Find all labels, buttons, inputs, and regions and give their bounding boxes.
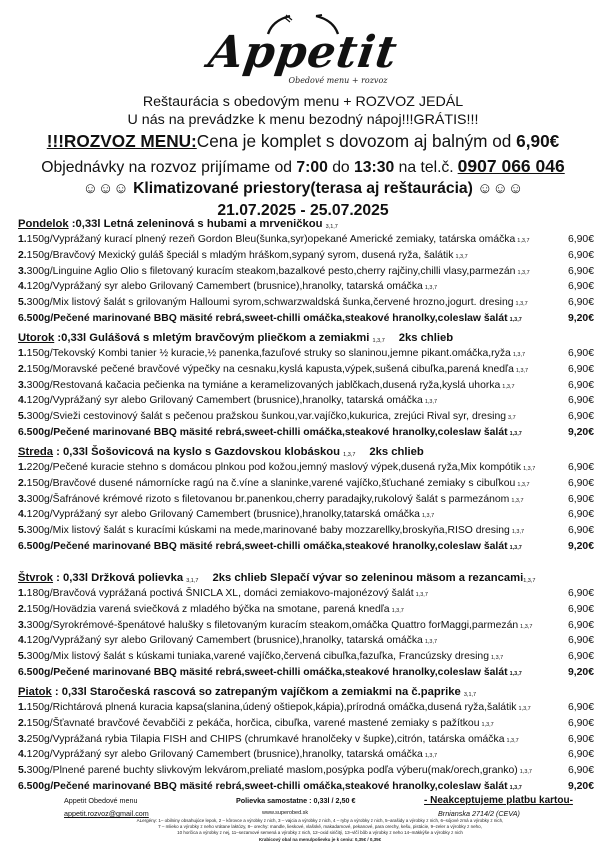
item-price: 6,90€	[567, 281, 594, 293]
footer-website[interactable]: www.superobed.sk	[262, 810, 309, 816]
item-description: 300g/Mix listový šalát s kuracími kúskami na mede,marinované baby mozzarellky,broskyňa,RISO dresing	[26, 525, 510, 537]
item-price: 6,90€	[567, 651, 594, 663]
item-price: 6,90€	[567, 395, 594, 407]
item-allergens: 1,3,7	[506, 737, 519, 744]
item-description: 500g/Pečené marinované BBQ mäsité rebrá,sweet-chilli omáčka,steakové hranolky,coleslaw šalát	[26, 312, 508, 324]
item-description: 120g/Vyprážaný syr alebo Grilovaný Camembert (brusnice),hranolky, tatarská omáčka	[26, 395, 423, 407]
menu-item	[18, 476, 600, 492]
item-description: 120g/Vyprážaný syr alebo Grilovaný Camembert (brusnice),hranolky, tatarská omáčka	[26, 749, 423, 761]
item-price: 6,90€	[567, 234, 594, 245]
day-block	[18, 216, 600, 327]
item-price: 6,90€	[567, 717, 594, 729]
no-card-note: - Neakceptujeme platbu kartou-	[424, 795, 573, 806]
logo-tagline: Obedové menu + rozvoz	[288, 76, 388, 85]
smiley-icon: ☺	[507, 180, 524, 197]
allergen-note-1: ALergény: 1– obilniny obsahujúce lepok, 2 – kôrovce a výrobky z nich, 3 – vajcia a výrobky z nich, 4 – ryby a výrobky z nich, 5–arašidy a výrobky z nich, 6–sójové zrná a výrobky z nich,	[136, 818, 504, 823]
item-description: 150g/Richtárová plnená kuracia kapsa(slanina,údený oštiepok,kápia),prírodná omáčka,dusená ryža,šalátik	[26, 702, 517, 713]
delivery-lead: !!!ROZVOZ MENU:	[46, 131, 197, 151]
item-allergens: 3,7	[508, 415, 516, 422]
item-number: 6.	[18, 780, 27, 792]
item-description: 300g/Linguine Aglio Olio s filetovaný kuracím steakom,bazalkové pesto,cherry rajčiny,chilli vlasy,parmezán	[26, 265, 516, 277]
day-header	[18, 444, 600, 460]
item-allergens: 1,3,7	[523, 466, 536, 472]
day-header	[18, 570, 600, 586]
soup-allergens: 3,1,7	[186, 578, 199, 584]
menu-item	[18, 586, 600, 602]
item-number: 6.	[18, 666, 27, 678]
orders-text-2: do	[327, 159, 355, 176]
item-allergens: 1,3,7	[517, 481, 530, 488]
climate-text: Klimatizované priestory(terasa aj reštaurácia)	[133, 180, 473, 197]
day-name: Utorok	[18, 332, 55, 344]
item-description: 300g/Svieži cestovinový šalát s pečenou pražskou šunkou,var.vajíčko,kukurica, zrejúci Rival syr, dresing	[26, 411, 507, 423]
item-price: 6,90€	[567, 265, 594, 277]
smiley-icon: ☺	[477, 180, 493, 197]
item-allergens: 1,3,7	[424, 639, 438, 646]
menu-item	[18, 232, 600, 248]
item-description: 120g/Vyprážaný syr alebo Grilovaný Camembert (brusnice),hranolky, tatarská omáčka	[26, 635, 423, 647]
item-description: 300g/Mix listový šalát s kúskami tuniaka,varené vajíčko,červená cibuľka,fazuľka, Francúzsky dresing	[26, 651, 489, 663]
smiley-icon: ☺	[82, 180, 99, 197]
item-number: 5.	[18, 651, 27, 663]
item-allergens: 1,3,7	[509, 670, 522, 677]
menu-item	[18, 523, 600, 539]
day-block	[18, 684, 600, 795]
orders-line	[0, 156, 606, 177]
menu-item	[18, 362, 600, 378]
item-number: 6.	[18, 540, 27, 552]
item-price: 6,90€	[567, 588, 594, 599]
day-header	[18, 684, 600, 700]
day-name: Streda	[18, 446, 54, 458]
item-number: 3.	[18, 619, 27, 631]
day-name: Štvrok	[18, 572, 54, 584]
item-number: 3.	[18, 733, 27, 745]
item-allergens: 1,3,7	[509, 544, 522, 551]
day-block	[18, 444, 600, 555]
menu-item	[18, 633, 600, 649]
soup-allergens: 3,1,7	[325, 224, 338, 230]
item-number: 2.	[18, 717, 27, 729]
item-number: 5.	[18, 411, 27, 423]
menu-item	[18, 311, 600, 327]
item-allergens: 1,3,7	[517, 238, 530, 244]
climate-line	[0, 180, 606, 198]
item-number: 4.	[18, 281, 27, 293]
item-price: 6,90€	[567, 733, 594, 745]
orders-text-3: na tel.č.	[394, 159, 454, 176]
smiley-icon: ☺	[113, 180, 129, 197]
menu-item	[18, 346, 600, 362]
item-number: 1.	[18, 234, 27, 245]
soup-text: : 0,33l Držková polievka	[53, 572, 187, 584]
item-description: 150g/Bravčový Mexický guláš špeciál s mladým hráškom,sypaný syrom, dusená ryža, šalátik	[26, 249, 454, 261]
item-price: 6,90€	[567, 297, 594, 309]
item-price: 6,90€	[567, 619, 594, 631]
item-description: 150g/Šťavnaté bravčové čevabčiči z pekáča, horčica, cibuľka, varené mastené zemiaky s pažítkou	[26, 717, 480, 729]
item-allergens: 1,3,7	[424, 399, 438, 406]
allergen-note-4: Krabicový obal na menu/polievku je k ceniu: 0,35€ / 0,35€	[258, 837, 382, 842]
item-description: 300g/Mix listový šalát s grilovaným Halloumi syrom,schwarzwaldská šunka,červené hrozno,jogurt. dresing	[26, 297, 514, 309]
item-number: 4.	[18, 395, 27, 407]
item-description: 500g/Pečené marinované BBQ mäsité rebrá,sweet-chilli omáčka,steakové hranolky,coleslaw šalát	[26, 666, 508, 678]
item-allergens: 1,3,7	[515, 301, 528, 308]
item-number: 2.	[18, 603, 27, 615]
item-allergens: 1,3,7	[511, 497, 524, 504]
soup-allergens: 1,3,7	[343, 452, 356, 458]
day-block	[18, 570, 600, 681]
item-allergens: 1,3,7	[481, 721, 494, 728]
item-number: 3.	[18, 265, 27, 277]
logo	[0, 14, 606, 88]
day-name: Pondelok	[18, 218, 69, 230]
item-description: 300g/Šafránové krémové rizoto s filetovanou br.panenkou,cherry paradajky,rukolový šalát s parmezánom	[26, 493, 510, 505]
item-price: 6,90€	[567, 525, 594, 537]
item-number: 4.	[18, 749, 27, 761]
allergen-note-2: 7 – mlieko a výrobky z neho vrátane laktózy, 8– orechy: mandle, lieskové, vlašské, makadamové, pekanové, para orechy, kešu, pistácie, 9–zeler a výrobky z neho,	[158, 824, 482, 829]
item-allergens: 1,3,7	[518, 706, 531, 712]
item-price: 6,90€	[567, 749, 594, 761]
menu-dates: 21.07.2025 - 25.07.2025	[217, 202, 389, 219]
item-allergens: 1,3,7	[520, 623, 533, 630]
menu-item	[18, 248, 600, 264]
item-allergens: 1,3,7	[455, 253, 468, 260]
item-price: 6,90€	[567, 411, 594, 423]
soup-price: Polievka samostatne : 0,33l / 2,50 €	[236, 796, 356, 805]
menu-item	[18, 492, 600, 508]
item-price: 6,90€	[567, 603, 594, 615]
menu-item	[18, 264, 600, 280]
menu-item	[18, 539, 600, 555]
menu-item	[18, 665, 600, 681]
item-description: 500g/Pečené marinované BBQ mäsité rebrá,sweet-chilli omáčka,steakové hranolky,coleslaw šalát	[26, 426, 508, 438]
item-price: 6,90€	[567, 462, 594, 473]
smiley-icon: ☺	[98, 180, 114, 197]
item-allergens: 1,3,7	[424, 285, 438, 292]
footer-title: Appetit Obedové menu	[64, 796, 138, 805]
item-number: 1.	[18, 348, 27, 359]
day-extra: 2ks chlieb	[398, 332, 454, 344]
item-number: 1.	[18, 702, 27, 713]
item-number: 4.	[18, 635, 27, 647]
item-allergens: 1,3,7	[421, 513, 435, 520]
menu-item	[18, 279, 600, 295]
item-description: 120g/Vyprážaný syr alebo Grilovaný Camembert (brusnice),hranolky,tatarská omáčka	[26, 509, 420, 521]
item-price: 6,90€	[567, 509, 594, 521]
item-allergens: 1,3,7	[517, 269, 530, 276]
item-number: 1.	[18, 588, 27, 599]
item-allergens: 1,3,7	[515, 367, 529, 374]
item-number: 6.	[18, 426, 27, 438]
menu-item	[18, 378, 600, 394]
item-number: 5.	[18, 765, 27, 777]
item-description: 150g/Vyprážaný kurací plnený rezeň Gordon Bleu(šunka,syr)opekané Americké zemiaky, tatárska omáčka	[26, 234, 516, 245]
soup-text: : 0,33l Šošovicová na kyslo s Gazdovskou klobáskou	[53, 446, 344, 458]
item-description: 300g/Plnené parené buchty slivkovým lekvárom,preliaté maslom,posýpka podľa výberu(mak/orech,granko)	[26, 765, 518, 777]
menu-item	[18, 507, 600, 523]
delivery-price: 6,90€	[516, 131, 560, 151]
item-number: 4.	[18, 509, 27, 521]
delivery-text: Cena je komplet s dovozom aj balným od	[196, 131, 517, 151]
item-price: 6,90€	[567, 493, 594, 505]
menu-item	[18, 393, 600, 409]
item-allergens: 1,3,7	[502, 383, 515, 390]
item-price: 9,20€	[567, 426, 594, 438]
item-description: 150g/Hovädzia varená sviečková z mladého býčka na smotane, parená knedľa	[26, 603, 390, 615]
item-price: 9,20€	[567, 312, 594, 324]
item-number: 2.	[18, 249, 27, 261]
orders-text: Objednávky na rozvoz prijímame od	[41, 159, 297, 176]
item-price: 6,90€	[567, 635, 594, 647]
item-number: 3.	[18, 379, 27, 391]
menu-item	[18, 763, 600, 779]
footer-address: Brnianska 2714/2 (CEVA)	[438, 809, 520, 818]
menu-item	[18, 409, 600, 425]
menu-item	[18, 425, 600, 441]
item-number: 5.	[18, 525, 27, 537]
item-price: 9,20€	[567, 666, 594, 678]
day-block	[18, 330, 600, 441]
item-description: 120g/Vyprážaný syr alebo Grilovaný Camembert (brusnice),hranolky, tatarská omáčka	[26, 281, 423, 293]
item-number: 2.	[18, 363, 27, 375]
smiley-icon: ☺	[492, 180, 508, 197]
item-description: 150g/Moravské pečené bravčové výpečky na cesnaku,kyslá kapusta,výpek,sušená cibuľka,parená knedľa	[26, 363, 514, 375]
item-price: 9,20€	[567, 780, 594, 792]
phone-number[interactable]: 0907 066 046	[457, 156, 565, 176]
menu-item	[18, 732, 600, 748]
item-price: 9,20€	[567, 540, 594, 552]
item-description: 250g/Vyprážaná rybia Tilapia FISH and CHIPS (chrumkavé hranolčeky v šupke),citrón, tatárska omáčka	[26, 733, 505, 745]
item-number: 5.	[18, 297, 27, 309]
item-allergens: 1,3,7	[415, 592, 428, 598]
item-description: 220g/Pečené kuracie stehno s domácou plnkou pod kožou,jemný maslový výpek,dusená ryža,Mix kompótik	[26, 462, 522, 473]
item-allergens: 1,3,7	[509, 430, 522, 437]
item-description: 180g/Bravčová vyprážaná poctivá ŠNICLA XL, domáci zemiakovo-majonézový šalát	[26, 588, 414, 599]
delivery-line	[0, 131, 606, 152]
extra-allergens: 1,3,7	[523, 578, 536, 584]
menu-item	[18, 747, 600, 763]
day-header	[18, 330, 600, 346]
day-extra: 2ks chlieb	[369, 446, 424, 458]
item-description: 500g/Pečené marinované BBQ mäsité rebrá,sweet-chilli omáčka,steakové hranolky,coleslaw šalát	[26, 780, 508, 792]
footer-email[interactable]: appetit.rozvoz@gmail.com	[64, 809, 149, 818]
soup-allergens: 3,1,7	[463, 692, 477, 698]
item-description: 300g/Restovaná kačacia pečienka na tymiáne a keramelizovaných jablčkach,dusená ryža,kyslá uhorka	[26, 379, 501, 391]
menu-item	[18, 602, 600, 618]
item-number: 2.	[18, 477, 27, 489]
intro-line-1: Reštaurácia s obedovým menu + ROZVOZ JEDÁL	[142, 94, 464, 110]
intro-line-2: U nás na prevádzke k menu bezodný nápoj!!!GRÁTIS!!!	[127, 112, 479, 128]
item-number: 1.	[18, 462, 27, 473]
item-price: 6,90€	[567, 702, 594, 713]
item-description: 150g/Bravčové dusené námornícke ragú na č.víne a slaninke,varené vajíčko,šťuchané zemiaky s cibuľkou	[26, 477, 516, 489]
day-name: Piatok	[18, 686, 52, 698]
soup-text: :0,33l Gulášová s mletým bravčovým pliečkom a zemiakmi	[54, 332, 373, 344]
item-allergens: 1,3,7	[391, 607, 404, 614]
item-allergens: 1,3,7	[519, 769, 532, 776]
item-price: 6,90€	[567, 765, 594, 777]
menu-item	[18, 779, 600, 795]
orders-to: 13:30	[354, 159, 395, 176]
menu-item	[18, 618, 600, 634]
item-description: 500g/Pečené marinované BBQ mäsité rebrá,sweet-chilli omáčka,steakové hranolky,coleslaw šalát	[26, 540, 508, 552]
item-number: 3.	[18, 493, 27, 505]
menu-item	[18, 295, 600, 311]
menu-item	[18, 716, 600, 732]
item-description: 300g/Syrokrémové-špenátové halušky s filetovaným kuracím steakom,omáčka Quattro forMaggi,parmezán	[26, 619, 519, 631]
menu-item	[18, 700, 600, 716]
item-allergens: 1,3,7	[490, 655, 504, 662]
item-allergens: 1,3,7	[509, 784, 522, 791]
item-description: 150g/Tekovský Kombi tanier ½ kuracie,½ panenka,fazuľové struky so slaninou,jemne pikant.omáčka,ryža	[26, 348, 511, 359]
item-allergens: 1,3,7	[512, 352, 526, 358]
item-price: 6,90€	[567, 379, 594, 391]
menu-item	[18, 460, 600, 476]
orders-from: 7:00	[296, 159, 328, 176]
soup-text: : 0,33l Staročeská rascová so zatrepaným vajíčkom a zemiakmi na č.paprike	[51, 686, 464, 698]
item-allergens: 1,3,7	[511, 529, 525, 536]
item-price: 6,90€	[567, 363, 594, 375]
item-price: 6,90€	[567, 249, 594, 261]
day-extra: 2ks chlieb Slepačí vývar so zeleninou mäsom a rezancami	[212, 572, 524, 584]
logo-wordmark: Appetit	[205, 27, 401, 78]
item-number: 6.	[18, 312, 27, 324]
allergen-note-3: 10 horčica a výrobky z nej, 11–sezamové semená a výrobky z nich, 12–oxid siričitý, 13–vlčí bôb a výrobky z neho 14–mäkkýše a výrobky z nich	[177, 830, 463, 835]
menu-item	[18, 649, 600, 665]
soup-text: :0,33l Letná zeleninová s hubami a mrveničkou	[68, 218, 326, 230]
item-price: 6,90€	[567, 348, 594, 359]
item-price: 6,90€	[567, 477, 594, 489]
day-header	[18, 216, 600, 232]
soup-allergens: 1,3,7	[372, 338, 385, 344]
item-allergens: 1,3,7	[424, 753, 438, 760]
item-allergens: 1,3,7	[509, 316, 522, 323]
